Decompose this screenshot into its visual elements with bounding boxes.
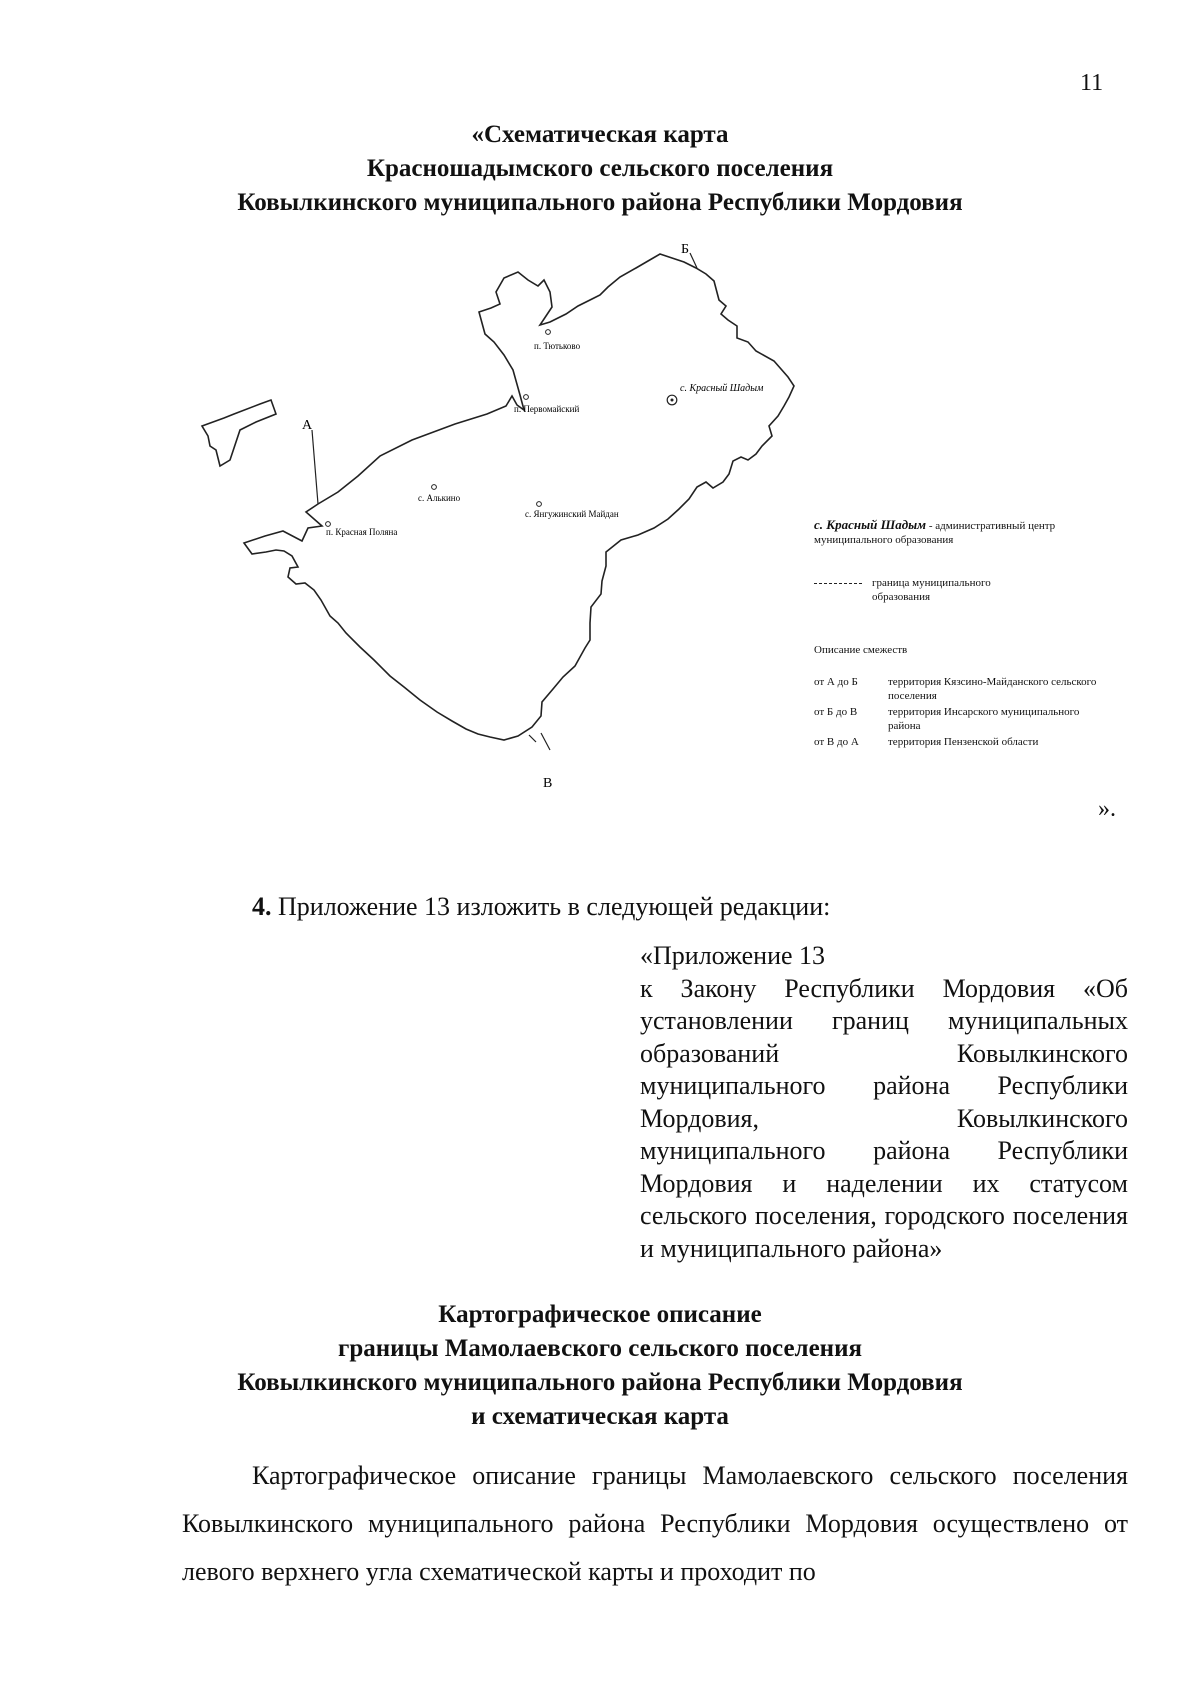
section-title-line: и схематическая карта xyxy=(471,1403,729,1430)
section-title-line: границы Мамолаевского сельского поселения xyxy=(337,1335,863,1362)
settlement-label-pervomaysky: п. Первомайский xyxy=(514,404,580,414)
map-title-line: «Схематическая карта xyxy=(471,121,729,148)
legend-row xyxy=(814,735,1114,749)
legend-description-title: Описание смежеств xyxy=(814,644,908,656)
settlement-label-krasny-shadym: с. Красный Шадым xyxy=(680,383,764,394)
map-title-line: Красношадымского сельского поселения xyxy=(366,155,834,182)
admin-center-dot xyxy=(671,399,674,402)
point-a-label: А xyxy=(302,418,313,433)
settlement-label-yangujinsky: с. Янгужинский Майдан xyxy=(525,509,619,519)
schematic-map xyxy=(200,242,800,791)
legend-row-key: от Б до В xyxy=(814,706,858,718)
point-tick xyxy=(529,735,536,742)
legend-center-name: с. Красный Шадым xyxy=(814,517,927,532)
body-paragraph: Картографическое описание границы Мамолаевского сельского поселения Ковылкинского муниципального района Республики Мордовия осуществлено от левого верхнего угла схематической карты и проходит по xyxy=(182,1461,1128,1586)
legend-adjacency-list xyxy=(814,675,1114,751)
appendix-reference xyxy=(640,940,1128,1265)
legend-row-value: территория Кязсино-Майданского сельского поселения xyxy=(888,676,1097,702)
settlement-label-krasnaya-polyana: п. Красная Поляна xyxy=(326,527,398,537)
legend-row-value: территория Инсарского муниципального района xyxy=(888,706,1080,732)
boundary-line xyxy=(202,400,276,466)
legend-row xyxy=(814,705,1114,733)
appendix-body: к Закону Республики Мордовия «Об установлении границ муниципальных образований Ковылкинского муниципального района Республики Мордовия, Ковылкинского муниципального района Республики Мордовия и наделении их статусом сельского поселения, городского поселения и муниципального района» xyxy=(640,973,1128,1263)
legend-row xyxy=(814,675,1114,703)
settlement-dot xyxy=(546,330,551,335)
legend-row-key: от А до Б xyxy=(814,676,858,688)
section-title xyxy=(0,1298,1200,1434)
page-number: 11 xyxy=(1080,70,1104,96)
item-text: Приложение 13 изложить в следующей редакции: xyxy=(271,892,831,921)
legend-border-line xyxy=(814,583,862,584)
settlement-dot xyxy=(524,395,529,400)
map-title-line: Ковылкинского муниципального района Республики Мордовия xyxy=(237,189,963,216)
point-v-label: В xyxy=(543,776,553,791)
settlement-label-alkino: с. Алькино xyxy=(418,493,461,503)
legend-admin-center xyxy=(814,518,1114,547)
amendment-item-4 xyxy=(252,892,830,922)
point-b-label: Б xyxy=(681,242,690,257)
settlement-label-tyutkovo: п. Тютьково xyxy=(534,341,581,351)
legend-row-value: территория Пензенской области xyxy=(888,736,1039,748)
item-number: 4. xyxy=(252,892,272,921)
closing-quote: ». xyxy=(1098,796,1116,822)
boundary-line xyxy=(244,254,794,740)
appendix-title: «Приложение 13 xyxy=(640,941,826,970)
section-title-line: Ковылкинского муниципального района Республики Мордовия xyxy=(237,1369,963,1396)
point-tick xyxy=(541,733,550,750)
settlement-dot xyxy=(432,485,437,490)
map-title xyxy=(0,118,1200,220)
legend-row-key: от В до А xyxy=(814,736,859,748)
legend-border-label: граница муниципального образования xyxy=(872,577,991,603)
settlement-dot xyxy=(326,522,331,527)
legend-border xyxy=(814,576,1042,604)
settlement-dot xyxy=(537,502,542,507)
section-title-line: Картографическое описание xyxy=(438,1301,762,1328)
point-tick xyxy=(312,430,318,504)
legend-center-desc: - административный центр муниципального образования xyxy=(814,520,1056,546)
